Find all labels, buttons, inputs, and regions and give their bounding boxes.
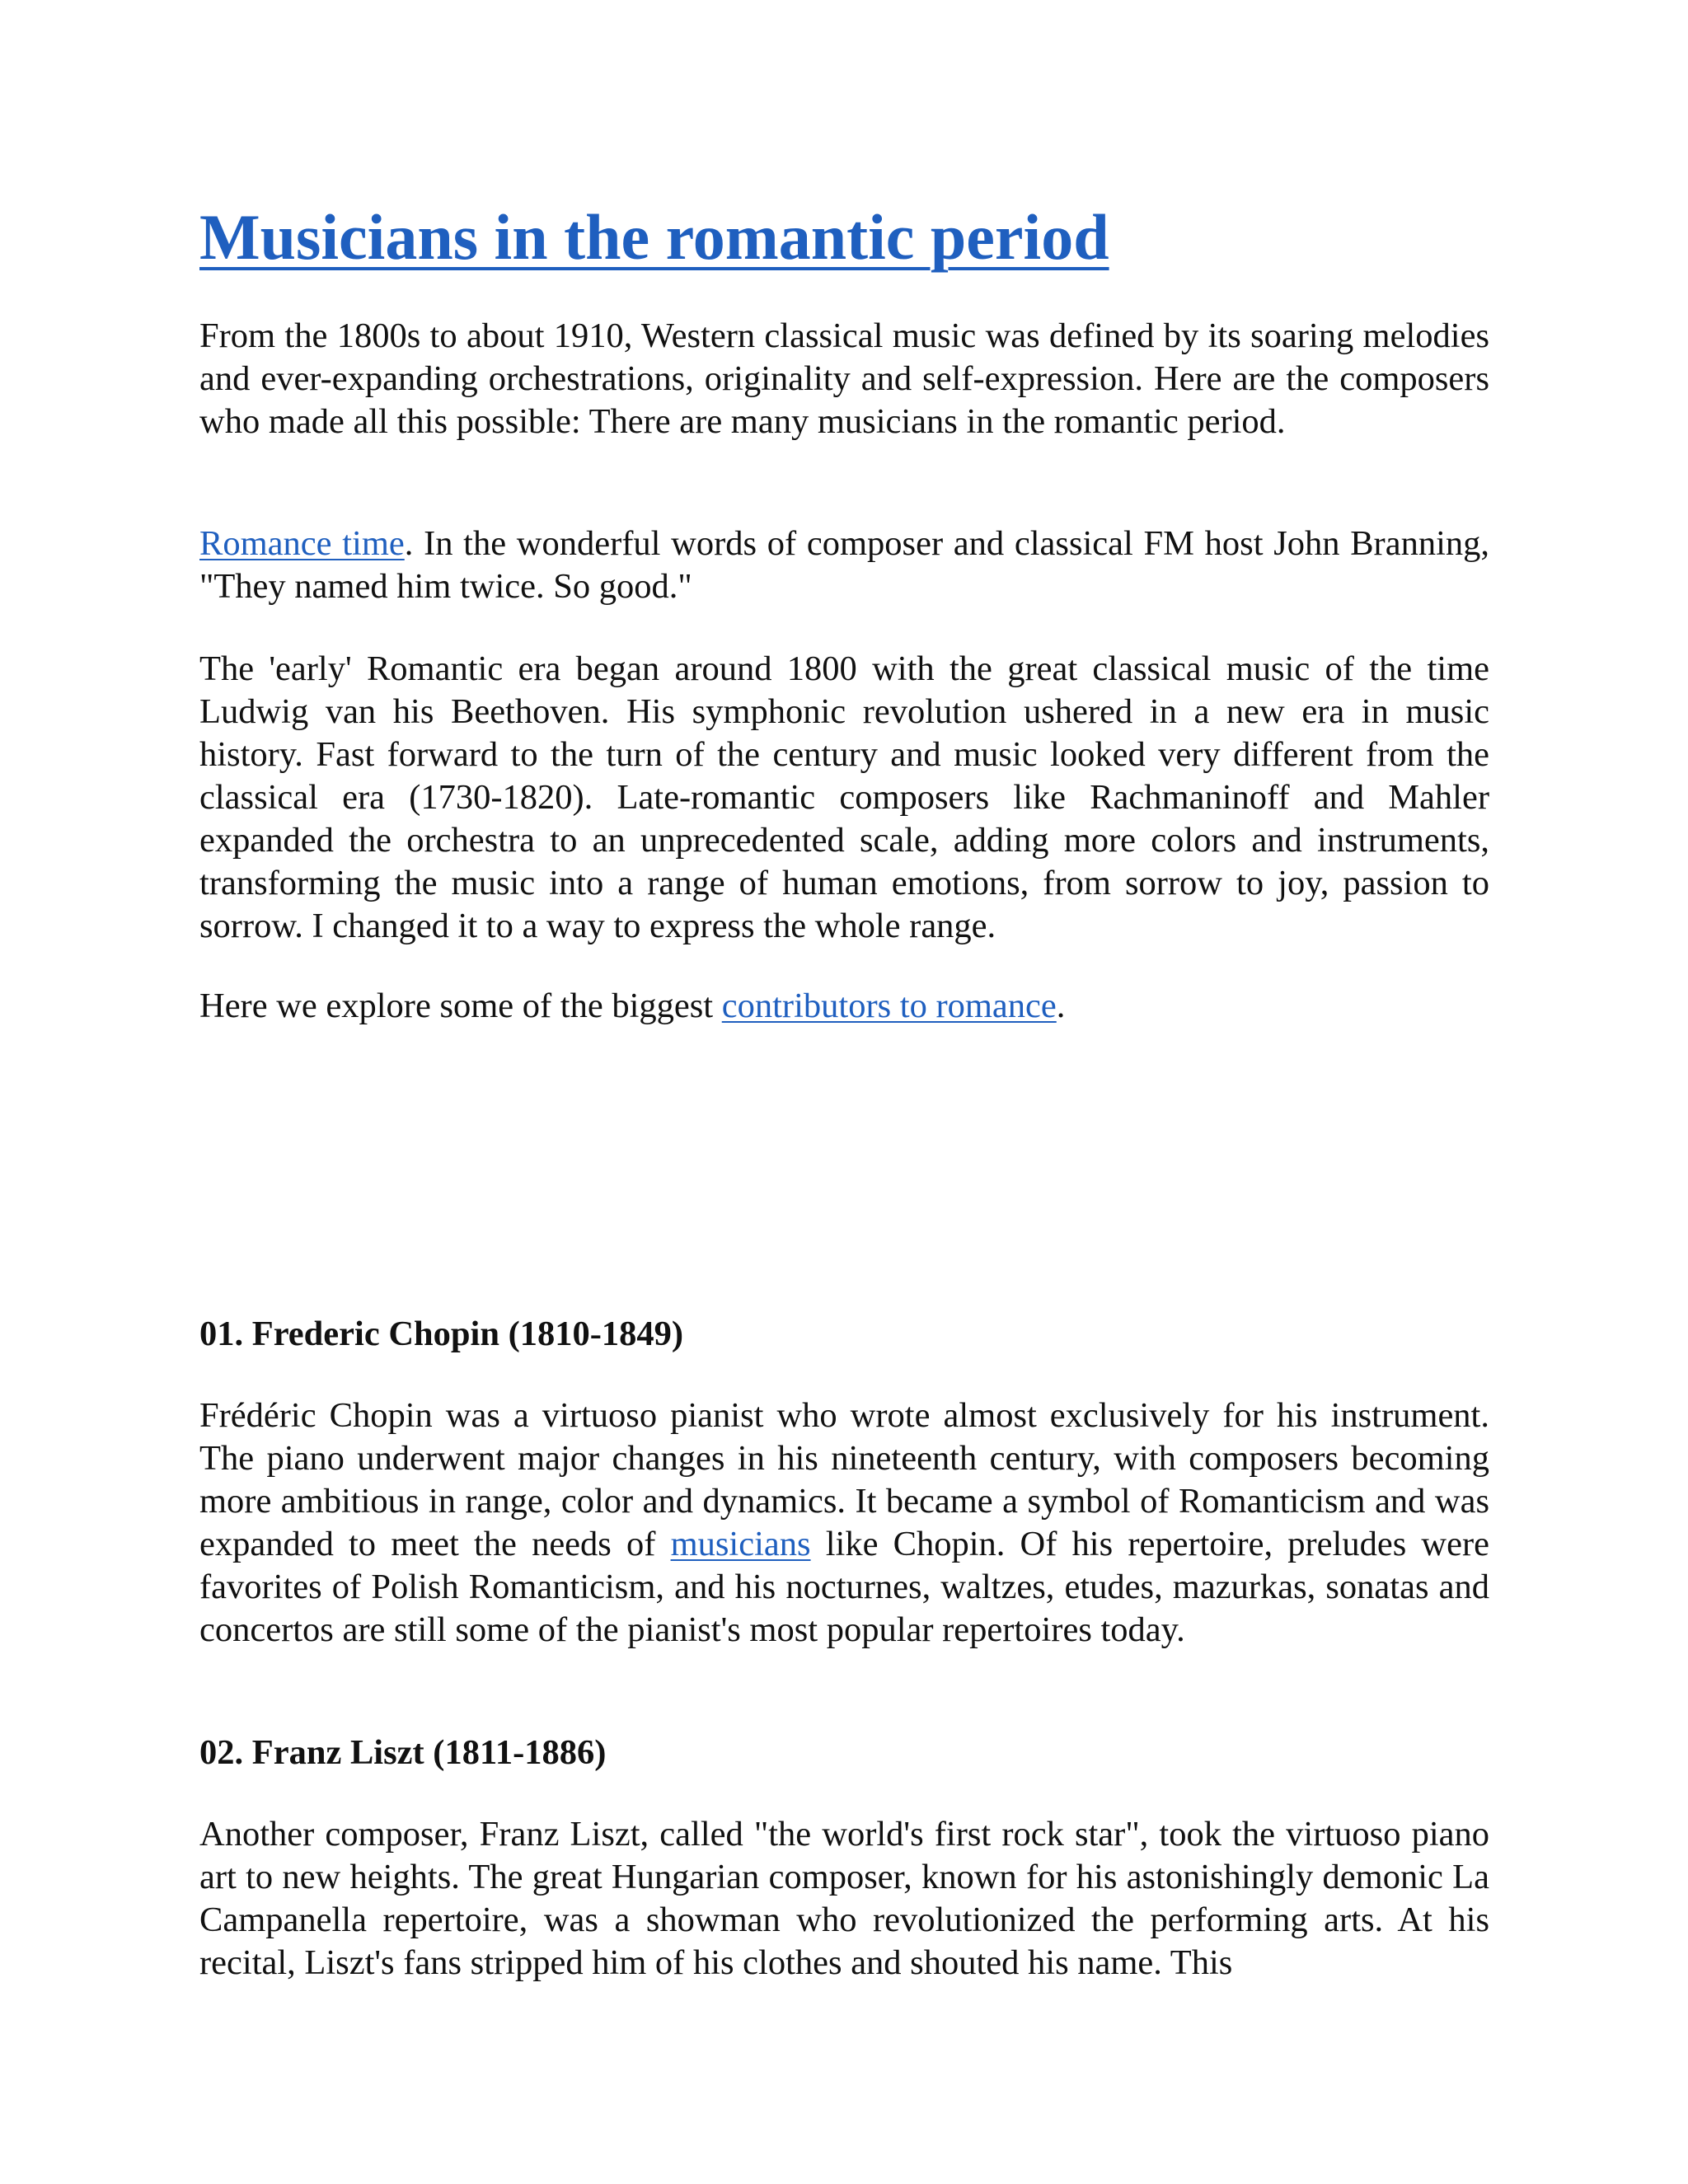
chopin-text-before: Frédéric Chopin was a virtuoso pianist who wrote almost exclusively for his instrument. The piano underwent major changes in his nineteenth century, with composers becoming more ambitious in range, color and dynamics. It became a symbol of Romanticism and was expanded to meet the needs of bbox=[199, 1396, 1489, 1563]
page-title[interactable]: Musicians in the romantic period bbox=[199, 201, 1109, 273]
romance-paragraph bbox=[199, 523, 1489, 608]
musicians-link[interactable]: musicians bbox=[670, 1525, 811, 1563]
chopin-heading: 01. Frederic Chopin (1810-1849) bbox=[199, 1315, 684, 1353]
liszt-heading: 02. Franz Liszt (1811-1886) bbox=[199, 1733, 607, 1772]
explore-text-after: . bbox=[1056, 987, 1066, 1025]
intro-paragraph: From the 1800s to about 1910, Western classical music was defined by its soaring melodies and ever-expanding orchestrations, originality and self-expression. Here are the composers who made all this possible: There are many musicians in the romantic period. bbox=[199, 316, 1489, 441]
chopin-paragraph bbox=[199, 1394, 1489, 1652]
romance-paragraph-text: . In the wonderful words of composer and classical FM host John Branning, "They named him twice. So good." bbox=[199, 524, 1489, 606]
explore-text-before: Here we explore some of the biggest bbox=[199, 987, 722, 1025]
contributors-link[interactable]: contributors to romance bbox=[721, 987, 1057, 1025]
early-romantic-paragraph: The 'early' Romantic era began around 1800 with the great classical music of the time Ludwig van his Beethoven. His symphonic revolution ushered in a new era in music history. Fast forward to the turn of the century and music looked very different from the classical era (1730-1820). Late-romantic composers like Rachmaninoff and Mahler expanded the orchestra to an unprecedented scale, adding more colors and instruments, transforming the music into a range of human emotions, from sorrow to joy, passion to sorrow. I changed it to a way to express the whole range. bbox=[199, 649, 1489, 945]
romance-time-link[interactable]: Romance time bbox=[199, 524, 405, 563]
liszt-paragraph: Another composer, Franz Liszt, called "the world's first rock star", took the virtuoso piano art to new heights. The great Hungarian composer, known for his astonishingly demonic La Campanella repertoire, was a showman who revolutionized the performing arts. At his recital, Liszt's fans stripped him of his clothes and shouted his name. This bbox=[199, 1815, 1489, 1982]
explore-paragraph bbox=[199, 985, 1489, 1028]
chopin-text-after: like Chopin. Of his repertoire, preludes were favorites of Polish Romanticism, and his nocturnes, waltzes, etudes, mazurkas, sonatas and concertos are still some of the pianist's most popular repertoires today. bbox=[199, 1525, 1489, 1649]
